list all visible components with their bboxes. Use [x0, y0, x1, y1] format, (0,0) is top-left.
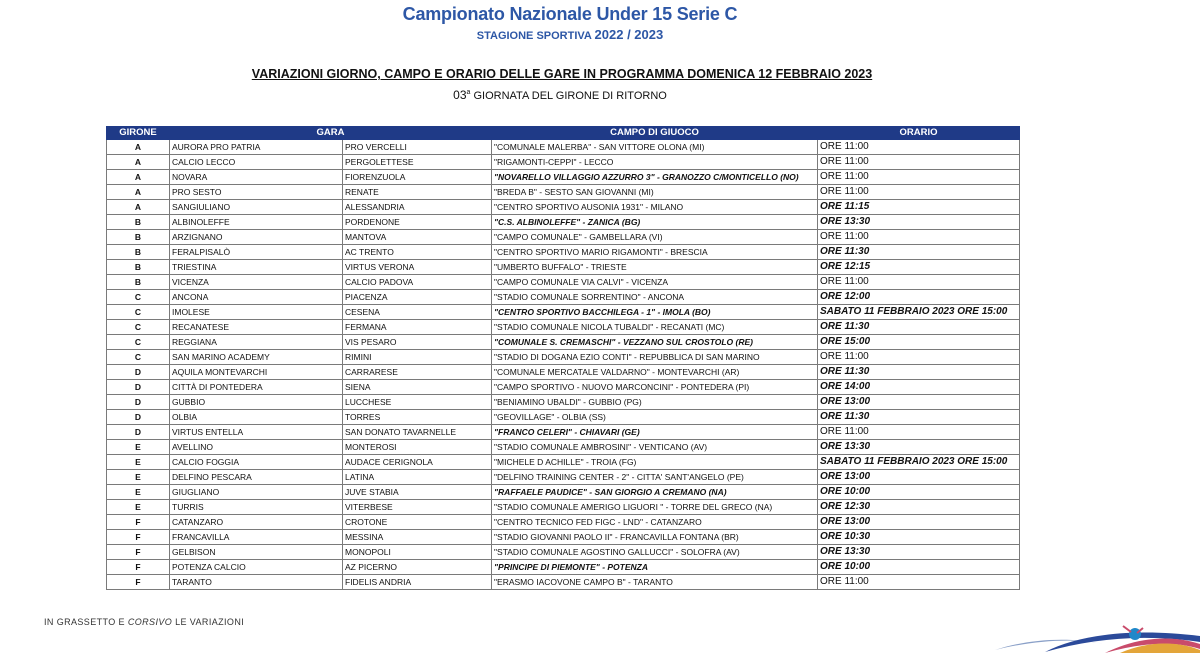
orario-cell: ORE 11:00 [818, 170, 1020, 185]
header-girone: GIRONE [107, 127, 170, 140]
header-campo: CAMPO DI GIUOCO [492, 127, 818, 140]
table-row [107, 575, 1020, 590]
legend-part-1: IN GRASSETTO E [44, 617, 128, 627]
campo-cell: "RIGAMONTI-CEPPI" - LECCO [492, 155, 818, 170]
orario-cell: ORE 13:30 [818, 215, 1020, 230]
home-team-cell: VICENZA [170, 275, 343, 290]
giornata-text: GIORNATA DEL GIRONE DI RITORNO [470, 90, 667, 102]
away-team-cell: MONTEROSI [343, 440, 492, 455]
girone-cell: F [107, 560, 170, 575]
home-team-cell: CALCIO LECCO [170, 155, 343, 170]
table-row [107, 185, 1020, 200]
campo-cell: "GEOVILLAGE" - OLBIA (SS) [492, 410, 818, 425]
table-row [107, 155, 1020, 170]
home-team-cell: SAN MARINO ACADEMY [170, 350, 343, 365]
orario-cell: SABATO 11 FEBBRAIO 2023 ORE 15:00 [818, 305, 1020, 320]
home-team-cell: IMOLESE [170, 305, 343, 320]
table-row [107, 470, 1020, 485]
home-team-cell: ARZIGNANO [170, 230, 343, 245]
season-subtitle [0, 27, 1140, 42]
girone-cell: E [107, 485, 170, 500]
home-team-cell: ALBINOLEFFE [170, 215, 343, 230]
girone-cell: C [107, 290, 170, 305]
table-row [107, 560, 1020, 575]
orario-cell: ORE 15:00 [818, 335, 1020, 350]
away-team-cell: CALCIO PADOVA [343, 275, 492, 290]
girone-cell: D [107, 365, 170, 380]
away-team-cell: SIENA [343, 380, 492, 395]
girone-cell: B [107, 245, 170, 260]
orario-cell: ORE 10:00 [818, 560, 1020, 575]
legend-note [44, 617, 244, 627]
girone-cell: F [107, 575, 170, 590]
home-team-cell: GUBBIO [170, 395, 343, 410]
away-team-cell: MESSINA [343, 530, 492, 545]
table-row [107, 245, 1020, 260]
orario-cell: ORE 11:00 [818, 350, 1020, 365]
orario-cell: ORE 14:00 [818, 380, 1020, 395]
girone-cell: D [107, 380, 170, 395]
away-team-cell: CARRARESE [343, 365, 492, 380]
campo-cell: "UMBERTO BUFFALO" - TRIESTE [492, 260, 818, 275]
away-team-cell: PORDENONE [343, 215, 492, 230]
campo-cell: "C.S. ALBINOLEFFE" - ZANICA (BG) [492, 215, 818, 230]
home-team-cell: CATANZARO [170, 515, 343, 530]
home-team-cell: PRO SESTO [170, 185, 343, 200]
table-row [107, 395, 1020, 410]
table-row [107, 380, 1020, 395]
campo-cell: "ERASMO IACOVONE CAMPO B" - TARANTO [492, 575, 818, 590]
orario-cell: ORE 11:00 [818, 230, 1020, 245]
matches-table [106, 126, 1020, 590]
document-title: Campionato Nazionale Under 15 Serie C [402, 4, 738, 24]
orario-cell: ORE 10:00 [818, 485, 1020, 500]
girone-cell: E [107, 500, 170, 515]
campo-cell: "STADIO GIOVANNI PAOLO II" - FRANCAVILLA FONTANA (BR) [492, 530, 818, 545]
home-team-cell: CITTÀ DI PONTEDERA [170, 380, 343, 395]
home-team-cell: GIUGLIANO [170, 485, 343, 500]
campo-cell: "STADIO COMUNALE SORRENTINO" - ANCONA [492, 290, 818, 305]
girone-cell: F [107, 515, 170, 530]
away-team-cell: VIRTUS VERONA [343, 260, 492, 275]
away-team-cell: MONOPOLI [343, 545, 492, 560]
home-team-cell: FERALPISALÒ [170, 245, 343, 260]
away-team-cell: MANTOVA [343, 230, 492, 245]
campo-cell: "CENTRO SPORTIVO BACCHILEGA - 1" - IMOLA (BO) [492, 305, 818, 320]
season-years: 2022 / 2023 [594, 27, 664, 42]
orario-cell: SABATO 11 FEBBRAIO 2023 ORE 15:00 [818, 455, 1020, 470]
girone-cell: E [107, 455, 170, 470]
home-team-cell: TRIESTINA [170, 260, 343, 275]
home-team-cell: AQUILA MONTEVARCHI [170, 365, 343, 380]
campo-cell: "PRINCIPE DI PIEMONTE" - POTENZA [492, 560, 818, 575]
table-row [107, 530, 1020, 545]
campo-cell: "RAFFAELE PAUDICE" - SAN GIORGIO A CREMANO (NA) [492, 485, 818, 500]
orario-cell: ORE 13:30 [818, 440, 1020, 455]
legend-part-3: LE VARIAZIONI [172, 617, 245, 627]
table-row [107, 170, 1020, 185]
home-team-cell: POTENZA CALCIO [170, 560, 343, 575]
campo-cell: "CENTRO TECNICO FED FIGC - LND" - CATANZARO [492, 515, 818, 530]
home-team-cell: DELFINO PESCARA [170, 470, 343, 485]
orario-cell: ORE 12:00 [818, 290, 1020, 305]
away-team-cell: RIMINI [343, 350, 492, 365]
orario-cell: ORE 12:30 [818, 500, 1020, 515]
home-team-cell: NOVARA [170, 170, 343, 185]
home-team-cell: VIRTUS ENTELLA [170, 425, 343, 440]
girone-cell: D [107, 425, 170, 440]
girone-cell: B [107, 215, 170, 230]
orario-cell: ORE 13:00 [818, 395, 1020, 410]
girone-cell: A [107, 200, 170, 215]
orario-cell: ORE 11:00 [818, 275, 1020, 290]
orario-cell: ORE 13:00 [818, 470, 1020, 485]
girone-cell: E [107, 470, 170, 485]
table-row [107, 215, 1020, 230]
away-team-cell: PRO VERCELLI [343, 140, 492, 155]
away-team-cell: SAN DONATO TAVARNELLE [343, 425, 492, 440]
table-row [107, 350, 1020, 365]
table-row [107, 320, 1020, 335]
giornata-line [0, 88, 1120, 102]
table-row [107, 500, 1020, 515]
campo-cell: "COMUNALE S. CREMASCHI" - VEZZANO SUL CROSTOLO (RE) [492, 335, 818, 350]
orario-cell: ORE 10:30 [818, 530, 1020, 545]
variations-heading: VARIAZIONI GIORNO, CAMPO E ORARIO DELLE GARE IN PROGRAMMA DOMENICA 12 FEBBRAIO 2023 [251, 67, 873, 81]
girone-cell: C [107, 305, 170, 320]
table-row [107, 260, 1020, 275]
home-team-cell: REGGIANA [170, 335, 343, 350]
table-row [107, 440, 1020, 455]
girone-cell: B [107, 260, 170, 275]
table-row [107, 305, 1020, 320]
away-team-cell: AZ PICERNO [343, 560, 492, 575]
table-row [107, 455, 1020, 470]
home-team-cell: GELBISON [170, 545, 343, 560]
away-team-cell: FERMANA [343, 320, 492, 335]
home-team-cell: TURRIS [170, 500, 343, 515]
table-row [107, 230, 1020, 245]
header-gara: GARA [170, 127, 492, 140]
table-row [107, 275, 1020, 290]
girone-cell: A [107, 140, 170, 155]
campo-cell: "COMUNALE MALERBA" - SAN VITTORE OLONA (MI) [492, 140, 818, 155]
giornata-ordinal: a [466, 89, 471, 96]
away-team-cell: LATINA [343, 470, 492, 485]
legend-part-2: CORSIVO [127, 617, 173, 627]
girone-cell: A [107, 170, 170, 185]
table-row [107, 515, 1020, 530]
girone-cell: C [107, 320, 170, 335]
home-team-cell: TARANTO [170, 575, 343, 590]
table-row [107, 545, 1020, 560]
away-team-cell: ALESSANDRIA [343, 200, 492, 215]
campo-cell: "CAMPO COMUNALE VIA CALVI" - VICENZA [492, 275, 818, 290]
season-label: STAGIONE SPORTIVA [476, 30, 592, 42]
away-team-cell: FIORENZUOLA [343, 170, 492, 185]
girone-cell: A [107, 155, 170, 170]
campo-cell: "NOVARELLO VILLAGGIO AZZURRO 3" - GRANOZZO C/MONTICELLO (NO) [492, 170, 818, 185]
orario-cell: ORE 11:00 [818, 425, 1020, 440]
campo-cell: "CENTRO SPORTIVO AUSONIA 1931" - MILANO [492, 200, 818, 215]
campo-cell: "STADIO DI DOGANA EZIO CONTI" - REPUBBLICA DI SAN MARINO [492, 350, 818, 365]
orario-cell: ORE 11:00 [818, 575, 1020, 590]
header-orario: ORARIO [818, 127, 1020, 140]
table-row [107, 140, 1020, 155]
campo-cell: "COMUNALE MERCATALE VALDARNO" - MONTEVARCHI (AR) [492, 365, 818, 380]
girone-cell: C [107, 350, 170, 365]
table-row [107, 290, 1020, 305]
girone-cell: E [107, 440, 170, 455]
away-team-cell: JUVE STABIA [343, 485, 492, 500]
campo-cell: "BREDA B" - SESTO SAN GIOVANNI (MI) [492, 185, 818, 200]
away-team-cell: AUDACE CERIGNOLA [343, 455, 492, 470]
campo-cell: "CAMPO SPORTIVO - NUOVO MARCONCINI" - PONTEDERA (PI) [492, 380, 818, 395]
campo-cell: "BENIAMINO UBALDI" - GUBBIO (PG) [492, 395, 818, 410]
orario-cell: ORE 11:30 [818, 320, 1020, 335]
orario-cell: ORE 11:15 [818, 200, 1020, 215]
campo-cell: "STADIO COMUNALE NICOLA TUBALDI" - RECANATI (MC) [492, 320, 818, 335]
table-row [107, 425, 1020, 440]
campo-cell: "MICHELE D ACHILLE" - TROIA (FG) [492, 455, 818, 470]
home-team-cell: CALCIO FOGGIA [170, 455, 343, 470]
away-team-cell: LUCCHESE [343, 395, 492, 410]
lnd-swoosh-logo-icon [985, 622, 1200, 653]
home-team-cell: FRANCAVILLA [170, 530, 343, 545]
away-team-cell: VITERBESE [343, 500, 492, 515]
orario-cell: ORE 11:30 [818, 245, 1020, 260]
orario-cell: ORE 13:30 [818, 545, 1020, 560]
girone-cell: D [107, 395, 170, 410]
away-team-cell: RENATE [343, 185, 492, 200]
orario-cell: ORE 11:30 [818, 410, 1020, 425]
away-team-cell: CESENA [343, 305, 492, 320]
orario-cell: ORE 11:00 [818, 185, 1020, 200]
away-team-cell: TORRES [343, 410, 492, 425]
girone-cell: C [107, 335, 170, 350]
girone-cell: B [107, 230, 170, 245]
table-row [107, 410, 1020, 425]
orario-cell: ORE 11:00 [818, 140, 1020, 155]
table-row [107, 365, 1020, 380]
girone-cell: A [107, 185, 170, 200]
giornata-number: 03 [453, 88, 467, 102]
campo-cell: "STADIO COMUNALE AGOSTINO GALLUCCI" - SOLOFRA (AV) [492, 545, 818, 560]
orario-cell: ORE 13:00 [818, 515, 1020, 530]
away-team-cell: CROTONE [343, 515, 492, 530]
campo-cell: "STADIO COMUNALE AMERIGO LIGUORI " - TORRE DEL GRECO (NA) [492, 500, 818, 515]
campo-cell: "CENTRO SPORTIVO MARIO RIGAMONTI" - BRESCIA [492, 245, 818, 260]
table-row [107, 335, 1020, 350]
table-header-row [107, 127, 1020, 140]
table-body [107, 140, 1020, 590]
table-row [107, 200, 1020, 215]
home-team-cell: OLBIA [170, 410, 343, 425]
away-team-cell: PERGOLETTESE [343, 155, 492, 170]
home-team-cell: SANGIULIANO [170, 200, 343, 215]
away-team-cell: VIS PESARO [343, 335, 492, 350]
girone-cell: F [107, 530, 170, 545]
orario-cell: ORE 11:00 [818, 155, 1020, 170]
home-team-cell: ANCONA [170, 290, 343, 305]
away-team-cell: PIACENZA [343, 290, 492, 305]
girone-cell: D [107, 410, 170, 425]
girone-cell: F [107, 545, 170, 560]
campo-cell: "FRANCO CELERI" - CHIAVARI (GE) [492, 425, 818, 440]
home-team-cell: AVELLINO [170, 440, 343, 455]
table-row [107, 485, 1020, 500]
orario-cell: ORE 11:30 [818, 365, 1020, 380]
home-team-cell: AURORA PRO PATRIA [170, 140, 343, 155]
campo-cell: "CAMPO COMUNALE" - GAMBELLARA (VI) [492, 230, 818, 245]
home-team-cell: RECANATESE [170, 320, 343, 335]
away-team-cell: FIDELIS ANDRIA [343, 575, 492, 590]
orario-cell: ORE 12:15 [818, 260, 1020, 275]
campo-cell: "DELFINO TRAINING CENTER - 2" - CITTA' SANT'ANGELO (PE) [492, 470, 818, 485]
campo-cell: "STADIO COMUNALE AMBROSINI" - VENTICANO (AV) [492, 440, 818, 455]
away-team-cell: AC TRENTO [343, 245, 492, 260]
girone-cell: B [107, 275, 170, 290]
